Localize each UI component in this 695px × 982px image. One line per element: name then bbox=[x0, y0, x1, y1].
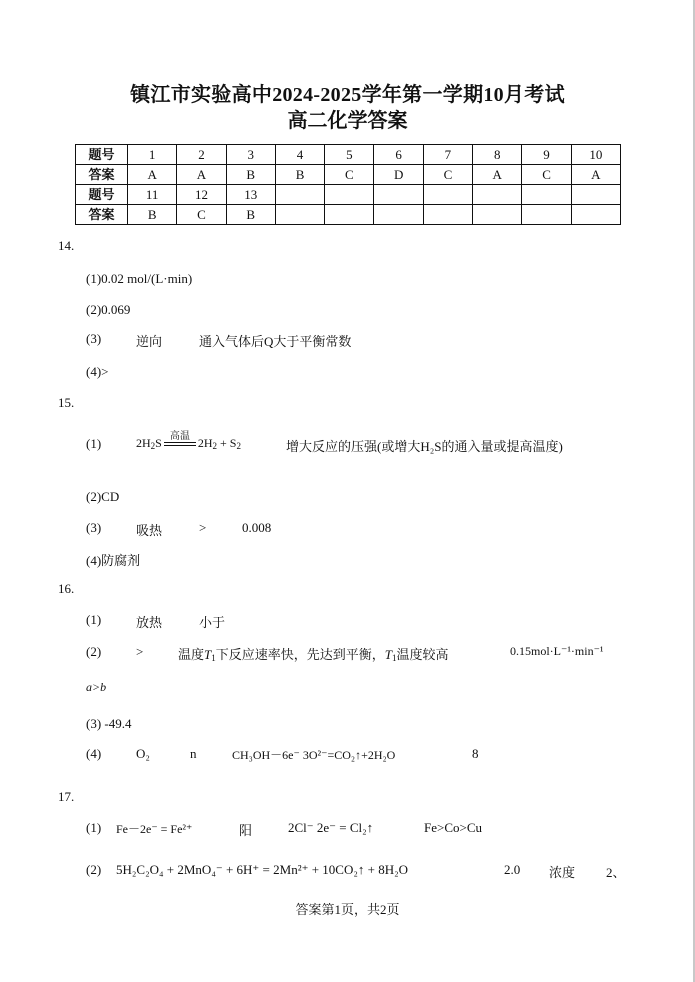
table-answer-cell: C bbox=[325, 165, 374, 185]
page-footer: 答案第1页，共2页 bbox=[295, 902, 400, 917]
table-number-cell: 11 bbox=[128, 185, 177, 205]
q17-part2-answer-a: 5H₂C₂O₄ + 2MnO₄⁻ + 6H⁺ = 2Mn²⁺ + 10CO₂↑ + 8H₂O bbox=[116, 862, 409, 877]
table-answer-cell: A bbox=[128, 165, 177, 185]
table-answer-cell bbox=[423, 205, 472, 225]
table-number-cell: 12 bbox=[177, 185, 226, 205]
reaction-condition: 高温 bbox=[169, 431, 190, 443]
table-answer-label: 答案 bbox=[76, 165, 128, 185]
q17-part2-answer-d: 2、 bbox=[606, 865, 626, 880]
table-number-cell: 3 bbox=[226, 145, 275, 165]
table-answer-cell bbox=[473, 205, 522, 225]
question-16-label: 16. bbox=[58, 581, 75, 596]
table-answer-cell: D bbox=[374, 165, 423, 185]
q16-part2-answer-b bbox=[178, 644, 449, 663]
table-number-cell: 9 bbox=[522, 145, 571, 165]
table-number-cell bbox=[423, 185, 472, 205]
table-number-cell: 13 bbox=[226, 185, 275, 205]
q15-part1-number: (1) bbox=[86, 436, 102, 451]
eq-sub2a: 2 bbox=[150, 441, 156, 451]
equal-sign-icon bbox=[164, 442, 196, 446]
q16-part4-answer-d: 8 bbox=[472, 746, 479, 761]
q16-part2-answer-c: 0.15mol·L⁻¹·min⁻¹ bbox=[510, 644, 604, 658]
table-number-cell: 1 bbox=[128, 145, 177, 165]
table-number-label: 题号 bbox=[76, 185, 128, 205]
q16-part4-answer-b: n bbox=[190, 746, 197, 761]
q16-part2-answer-a: > bbox=[136, 644, 144, 659]
table-answer-cell: C bbox=[423, 165, 472, 185]
temp-sub-2: 1 bbox=[392, 653, 397, 663]
q16-text-1: 温度 bbox=[178, 647, 205, 662]
table-number-cell: 7 bbox=[423, 145, 472, 165]
question-14-label: 14. bbox=[58, 238, 75, 253]
temp-sub: 1 bbox=[211, 653, 216, 663]
answer-table-answer-row bbox=[76, 165, 621, 185]
table-answer-cell: B bbox=[226, 205, 275, 225]
answer-table bbox=[75, 144, 621, 225]
table-number-cell: 4 bbox=[275, 145, 324, 165]
q15-part1-answer: 增大反应的压强(或增大H₂S的通入量或提高温度) bbox=[286, 439, 563, 454]
table-answer-cell: B bbox=[128, 205, 177, 225]
table-number-label: 题号 bbox=[76, 145, 128, 165]
answer-table-number-row bbox=[76, 185, 621, 205]
table-number-cell bbox=[275, 185, 324, 205]
q14-part3-answer-b: 通入气体后Q大于平衡常数 bbox=[199, 334, 352, 349]
table-number-cell bbox=[325, 185, 374, 205]
table-answer-cell bbox=[325, 205, 374, 225]
q17-part1-answer-a: Fe－2e⁻ = Fe²⁺ bbox=[116, 822, 193, 836]
q16-text-3: 温度较高 bbox=[396, 647, 449, 662]
table-answer-cell bbox=[522, 205, 571, 225]
reaction-arrow bbox=[162, 431, 198, 450]
table-answer-cell: A bbox=[177, 165, 226, 185]
question-15-label: 15. bbox=[58, 395, 75, 410]
document-title: 镇江市实验高中2024-2025学年第一学期10月考试 bbox=[130, 84, 565, 106]
q15-part2: (2)CD bbox=[86, 489, 120, 504]
table-number-cell: 2 bbox=[177, 145, 226, 165]
eq-sub2c: 2 bbox=[236, 441, 241, 451]
q16-part4-number: (4) bbox=[86, 746, 102, 761]
q17-part2-number: (2) bbox=[86, 862, 102, 877]
table-answer-cell bbox=[571, 205, 620, 225]
table-answer-cell: A bbox=[473, 165, 522, 185]
temp-symbol-2: T bbox=[384, 647, 392, 662]
table-number-cell: 5 bbox=[325, 145, 374, 165]
q15-part3-answer-a: 吸热 bbox=[136, 523, 163, 538]
eq-left: 2H bbox=[136, 436, 151, 450]
q17-part1-answer-b: 阳 bbox=[239, 823, 253, 838]
q17-part1-answer-c: 2Cl⁻ 2e⁻ = Cl₂↑ bbox=[288, 820, 374, 835]
q15-part3-answer-b: > bbox=[199, 520, 207, 535]
q16-part1-number: (1) bbox=[86, 612, 102, 627]
q15-part1-equation bbox=[136, 431, 241, 451]
q14-part4: (4)> bbox=[86, 364, 109, 379]
q15-part3-number: (3) bbox=[86, 520, 102, 535]
eq-right2: + S bbox=[217, 436, 237, 450]
q17-part1-number: (1) bbox=[86, 820, 102, 835]
q14-part3-number: (3) bbox=[86, 331, 102, 346]
table-number-cell bbox=[522, 185, 571, 205]
document-subtitle: 高二化学答案 bbox=[287, 110, 408, 132]
q16-part3: (3) -49.4 bbox=[86, 716, 132, 731]
q14-part3-answer-a: 逆向 bbox=[136, 334, 163, 349]
table-answer-label: 答案 bbox=[76, 205, 128, 225]
table-answer-cell: B bbox=[226, 165, 275, 185]
table-answer-cell: A bbox=[571, 165, 620, 185]
table-answer-cell: B bbox=[275, 165, 324, 185]
q15-part4: (4)防腐剂 bbox=[86, 553, 141, 568]
table-number-cell bbox=[374, 185, 423, 205]
temp-symbol: T bbox=[204, 647, 212, 662]
table-answer-cell bbox=[374, 205, 423, 225]
q16-part4-answer-a: O₂ bbox=[136, 746, 150, 761]
eq-sub2b: 2 bbox=[212, 441, 218, 451]
q16-part4-answer-c: CH₃OH－6e⁻ 3O²⁻=CO₂↑+2H₂O bbox=[232, 748, 396, 762]
q16-text-2: 下反应速率快，先达到平衡， bbox=[215, 647, 385, 662]
q15-part3-answer-c: 0.008 bbox=[242, 520, 272, 535]
table-answer-cell: C bbox=[177, 205, 226, 225]
q16-part1-answer-b: 小于 bbox=[199, 615, 226, 630]
table-number-cell: 8 bbox=[473, 145, 522, 165]
table-answer-cell bbox=[275, 205, 324, 225]
question-17-label: 17. bbox=[58, 789, 75, 804]
table-answer-cell: C bbox=[522, 165, 571, 185]
eq-mid: S bbox=[155, 436, 162, 450]
table-number-cell: 10 bbox=[571, 145, 620, 165]
q16-part1-answer-a: 放热 bbox=[136, 615, 163, 630]
q16-part2-number: (2) bbox=[86, 644, 102, 659]
q17-part2-answer-b: 2.0 bbox=[504, 862, 521, 877]
table-number-cell bbox=[571, 185, 620, 205]
eq-right1: 2H bbox=[197, 436, 213, 450]
q14-part2: (2)0.069 bbox=[86, 302, 131, 317]
table-number-cell: 6 bbox=[374, 145, 423, 165]
q17-part1-answer-d: Fe>Co>Cu bbox=[424, 820, 483, 835]
answer-table-number-row bbox=[76, 145, 621, 165]
q16-part2-relation: a>b bbox=[86, 680, 107, 694]
answer-table-answer-row bbox=[76, 205, 621, 225]
table-number-cell bbox=[473, 185, 522, 205]
q17-part2-answer-c: 浓度 bbox=[549, 865, 576, 880]
q14-part1: (1)0.02 mol/(L·min) bbox=[86, 271, 193, 286]
